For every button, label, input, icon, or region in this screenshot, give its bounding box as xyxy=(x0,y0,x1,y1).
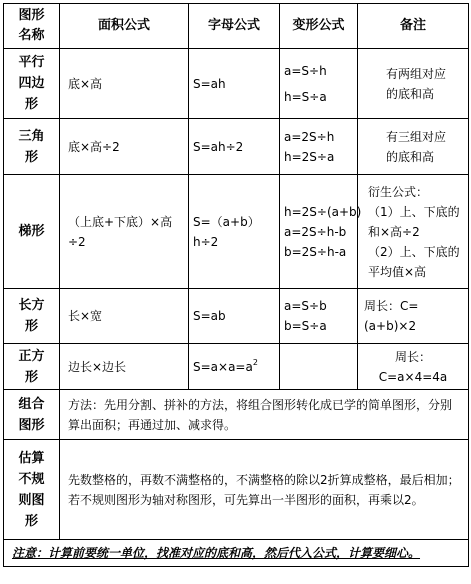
area-formula-parallelogram: 底×高 xyxy=(60,49,189,119)
variant-line: h=S÷a xyxy=(284,89,327,104)
remark-line: C=a×4=4a xyxy=(378,369,448,384)
remark-line: 衍生公式： xyxy=(368,184,429,199)
shape-name-rectangle: 长方形 xyxy=(4,289,60,344)
variant-line: a=S÷h xyxy=(284,63,327,78)
remark-line: 周长：C= xyxy=(364,299,419,313)
header-shape-name: 图形名称 xyxy=(4,4,60,49)
remark-triangle: 有三组对应的底和高 xyxy=(358,119,469,175)
area-formula-table xyxy=(3,3,469,567)
row-irregular xyxy=(4,440,469,540)
letter-formula-base: S=a×a=a xyxy=(193,359,253,374)
letter-formula-parallelogram: S=ah xyxy=(189,49,280,119)
shape-name-composite: 组合图形 xyxy=(4,390,60,440)
variant-line: b=2S÷h-a xyxy=(284,244,347,259)
variant-line: b=S÷a xyxy=(284,319,327,333)
remark-line: （1）上、下底的和×高÷2 xyxy=(368,204,460,239)
remark-parallelogram: 有两组对应的底和高 xyxy=(358,49,469,119)
row-composite xyxy=(4,390,469,440)
header-variant-formula: 变形公式 xyxy=(280,4,358,49)
variant-line: a=S÷b xyxy=(284,299,327,313)
variant-formula-trapezoid xyxy=(280,175,362,289)
variant-formula-parallelogram xyxy=(280,49,358,119)
variant-formula-rectangle xyxy=(280,289,358,344)
area-formula-square: 边长×边长 xyxy=(60,344,189,390)
header-remark: 备注 xyxy=(358,4,469,49)
header-area-formula: 面积公式 xyxy=(60,4,189,49)
remark-line: （2）上、下底的平均值×高 xyxy=(368,244,460,279)
shape-name-parallelogram: 平行四边形 xyxy=(4,49,60,119)
area-formula-rectangle: 长×宽 xyxy=(60,289,189,344)
remark-square xyxy=(358,344,469,390)
letter-formula-rectangle: S=ab xyxy=(189,289,280,344)
row-parallelogram xyxy=(4,49,469,119)
letter-formula-square xyxy=(189,344,280,390)
variant-formula-triangle xyxy=(280,119,358,175)
letter-formula-trapezoid: S=（a+b）h÷2 xyxy=(189,175,280,289)
square-exponent: 2 xyxy=(252,357,258,367)
remark-line: (a+b)×2 xyxy=(364,319,417,333)
remark-rectangle xyxy=(358,289,469,344)
table-header-row xyxy=(4,4,469,49)
shape-name-triangle: 三角形 xyxy=(4,119,60,175)
variant-line: h=2S÷(a+b) xyxy=(284,204,362,219)
irregular-method-text: 先数整格的，再数不满整格的，不满整格的除以2折算成整格，最后相加；若不规则图形为轴对称图形，可先算出一半图形的面积，再乘以2。 xyxy=(60,440,469,540)
shape-name-square: 正方形 xyxy=(4,344,60,390)
remark-line: 周长： xyxy=(394,349,431,364)
variant-line: a=2S÷h-b xyxy=(284,224,347,239)
composite-method-text: 方法：先用分割、拼补的方法，将组合图形转化成已学的简单图形，分别算出面积；再通过加、减求得。 xyxy=(60,390,469,440)
row-trapezoid xyxy=(4,175,469,289)
remark-trapezoid xyxy=(358,175,469,289)
variant-formula-square xyxy=(280,344,358,390)
footer-note-text: 注意：计算前要统一单位，找准对应的底和高，然后代入公式，计算要细心。 xyxy=(12,546,421,560)
row-note xyxy=(4,540,469,567)
row-rectangle xyxy=(4,289,469,344)
shape-name-trapezoid: 梯形 xyxy=(4,175,60,289)
row-triangle xyxy=(4,119,469,175)
letter-formula-triangle: S=ah÷2 xyxy=(189,119,280,175)
variant-line: h=2S÷a xyxy=(284,149,335,164)
footer-note xyxy=(4,540,469,567)
formula-table-sheet xyxy=(3,3,468,581)
area-formula-triangle: 底×高÷2 xyxy=(60,119,189,175)
shape-name-irregular: 估算不规则图形 xyxy=(4,440,60,540)
area-formula-trapezoid: （上底+下底）×高÷2 xyxy=(60,175,189,289)
row-square xyxy=(4,344,469,390)
header-letter-formula: 字母公式 xyxy=(189,4,280,49)
variant-line: a=2S÷h xyxy=(284,129,335,144)
